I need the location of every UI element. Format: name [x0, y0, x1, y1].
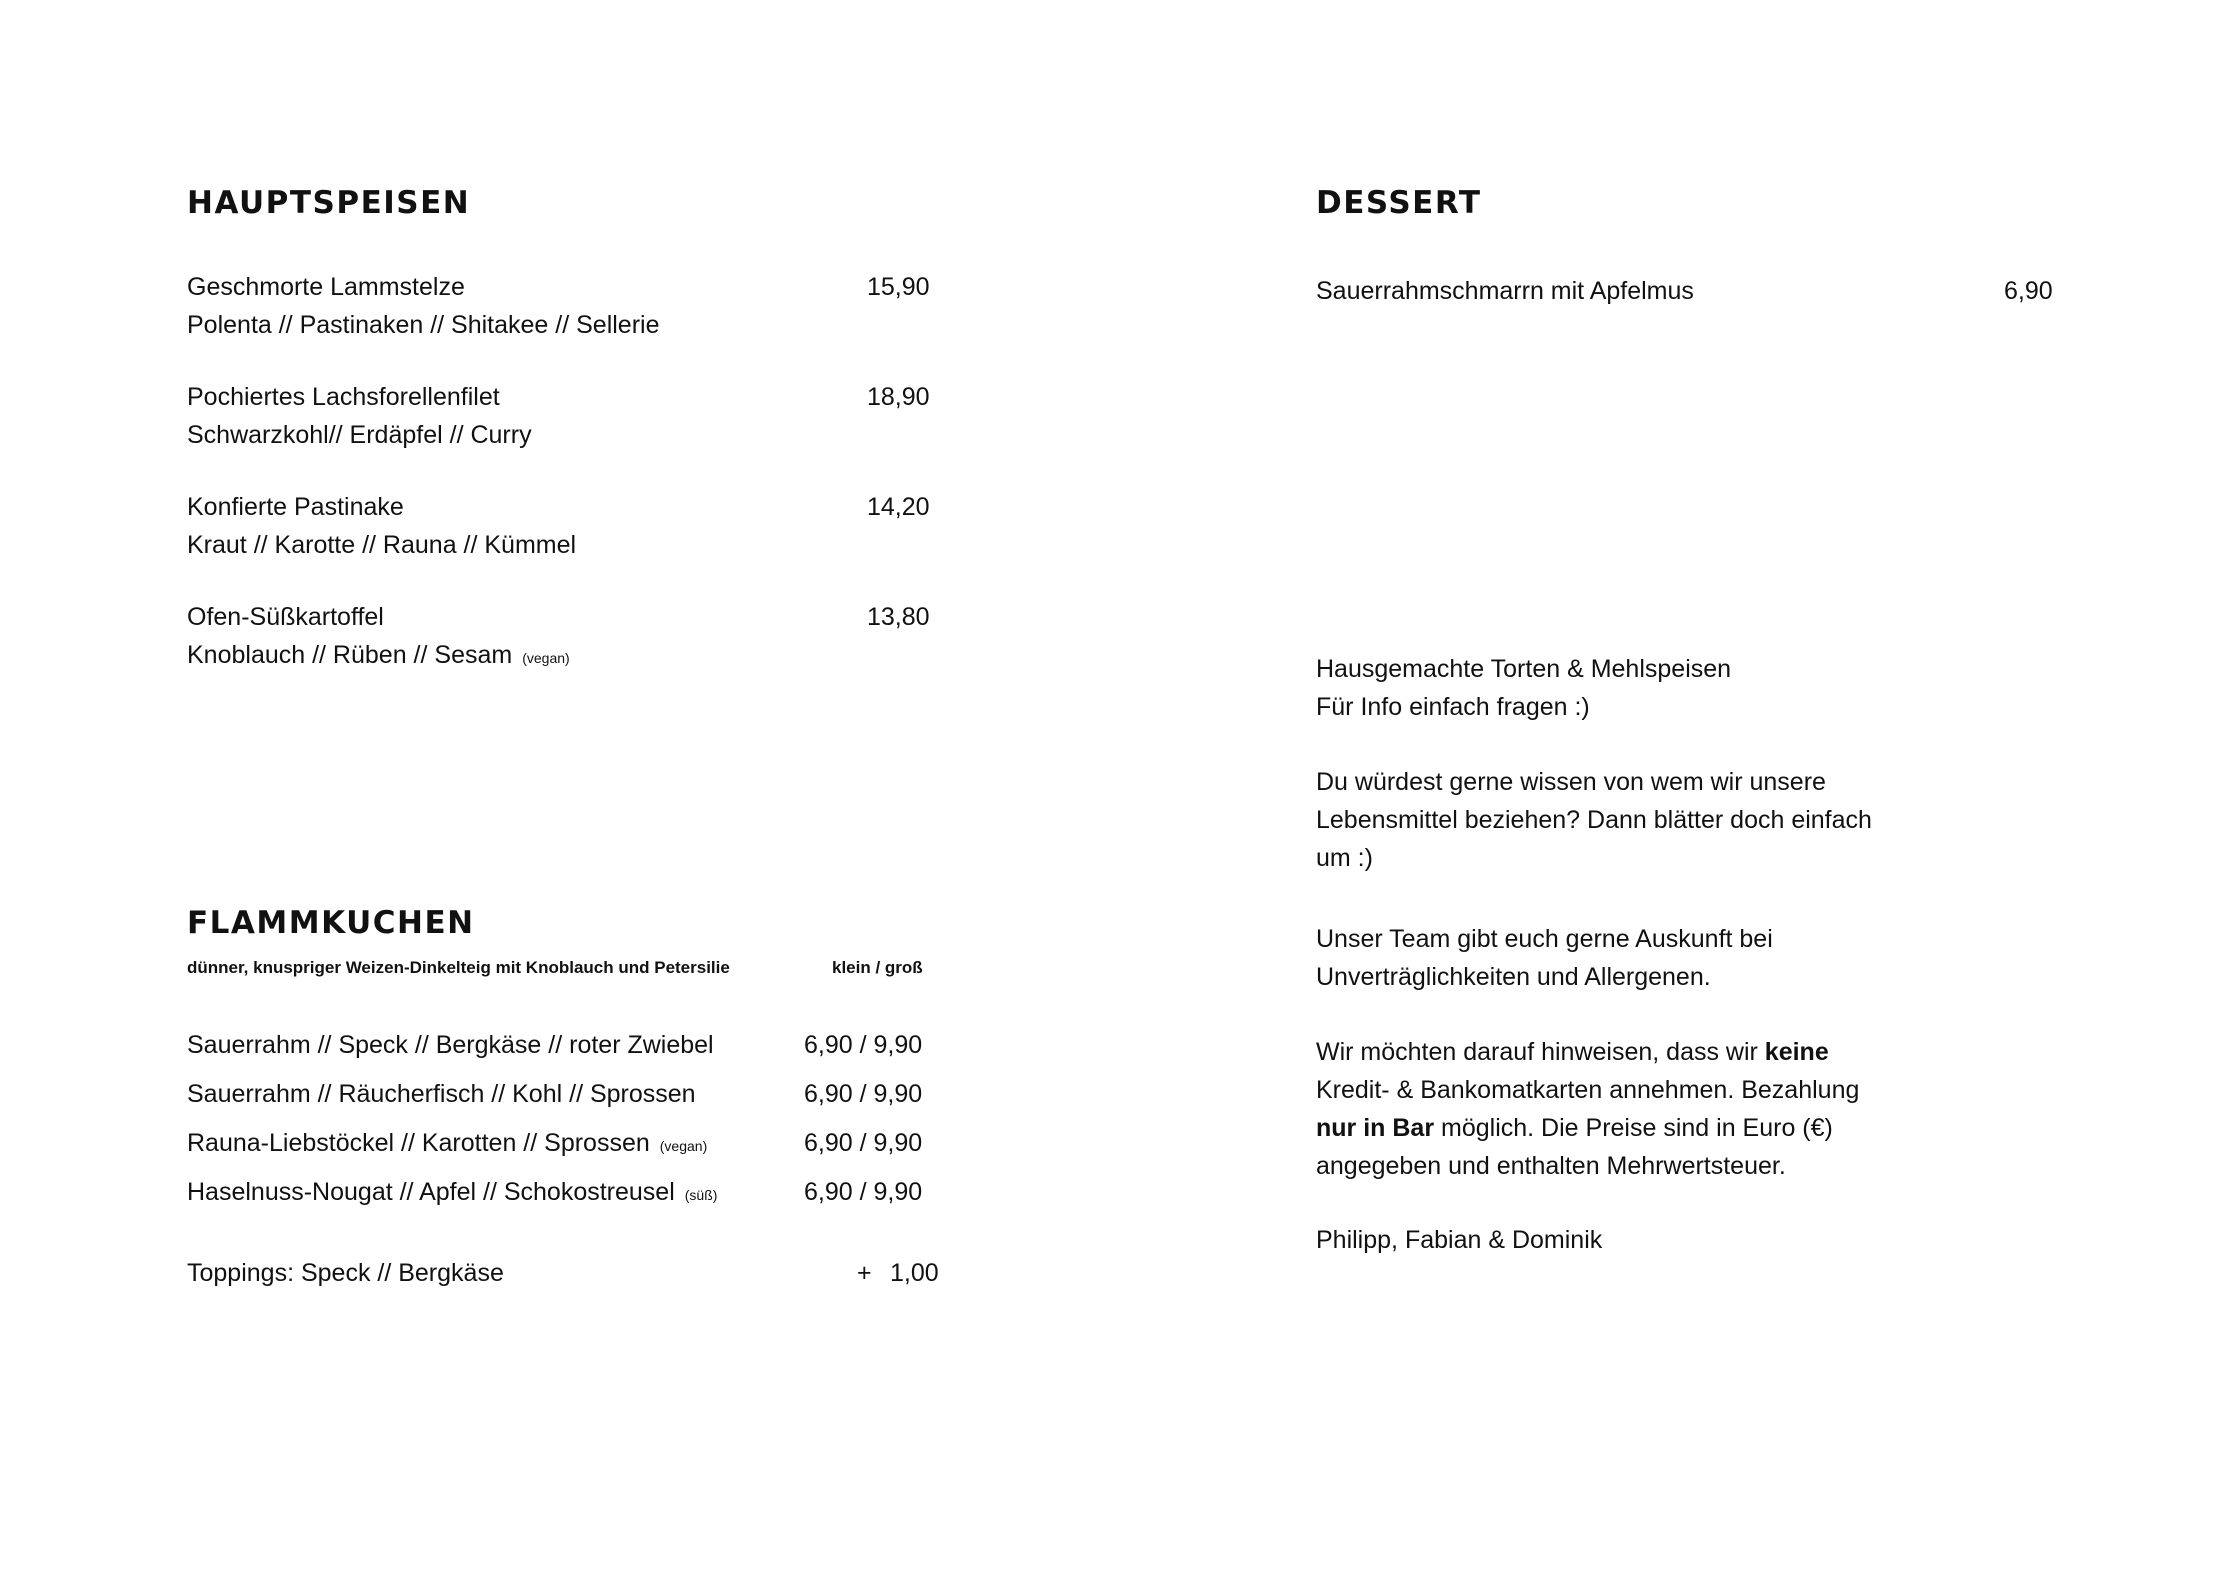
torten-line: Für Info einfach fragen :): [1316, 693, 1590, 721]
dish-item: [187, 378, 947, 454]
flammkuchen-name: Sauerrahm // Speck // Bergkäse // roter Zwiebel: [187, 1031, 714, 1059]
dish-name: Konfierte Pastinake: [187, 493, 404, 521]
vegan-note: (vegan): [659, 1138, 708, 1154]
dish-description-row: [187, 636, 947, 677]
flammkuchen-item: [187, 1173, 947, 1214]
toppings-price: 1,00: [890, 1259, 939, 1287]
toppings-row: [187, 1254, 947, 1292]
flammkuchen-name: Sauerrahm // Räucherfisch // Kohl // Sprossen: [187, 1080, 696, 1108]
sweet-note: (süß): [684, 1187, 718, 1203]
flammkuchen-price: 6,90 / 9,90: [804, 1129, 923, 1157]
dish-price: 13,80: [867, 603, 930, 631]
dish-name: Pochiertes Lachsforellenfilet: [187, 383, 500, 411]
flammkuchen-item: [187, 1026, 947, 1064]
hauptspeisen-heading: HAUPTSPEISEN: [187, 185, 471, 221]
toppings-label: Toppings: Speck // Bergkäse: [187, 1259, 504, 1287]
dessert-price: 6,90: [2004, 277, 2053, 305]
torten-line: Hausgemachte Torten & Mehlspeisen: [1316, 655, 1732, 683]
supplier-line: Du würdest gerne wissen von wem wir unsere: [1316, 768, 1826, 796]
dish-price: 14,20: [867, 493, 930, 521]
dish-name: Geschmorte Lammstelze: [187, 273, 465, 301]
supplier-line: Lebensmittel beziehen? Dann blätter doch einfach: [1316, 806, 1872, 834]
signature: Philipp, Fabian & Dominik: [1316, 1226, 1603, 1254]
dish-item: [187, 598, 947, 677]
dish-description: Kraut // Karotte // Rauna // Kümmel: [187, 531, 577, 559]
payment-line: [1316, 1109, 1859, 1147]
flammkuchen-heading: FLAMMKUCHEN: [187, 905, 475, 941]
dish-description: Knoblauch // Rüben // Sesam: [187, 641, 513, 669]
payment-line: [1316, 1033, 1859, 1071]
dish-description: Polenta // Pastinaken // Shitakee // Sellerie: [187, 311, 660, 339]
supplier-line: um :): [1316, 844, 1373, 872]
flammkuchen-name: Rauna-Liebstöckel // Karotten // Sprossen: [187, 1129, 650, 1157]
payment-info: [1316, 1033, 1859, 1185]
size-label: klein / groß: [832, 958, 923, 977]
payment-line: angegeben und enthalten Mehrwertsteuer.: [1316, 1152, 1786, 1180]
payment-text: möglich. Die Preise sind in Euro (€): [1434, 1114, 1833, 1142]
payment-emphasis: keine: [1764, 1038, 1829, 1066]
allergen-line: Unser Team gibt euch gerne Auskunft bei: [1316, 925, 1773, 953]
allergen-line: Unverträglichkeiten und Allergenen.: [1316, 963, 1711, 991]
payment-text: Wir möchten darauf hinweisen, dass wir: [1316, 1038, 1765, 1066]
dish-price: 18,90: [867, 383, 930, 411]
allergen-info: [1316, 920, 1773, 996]
flammkuchen-name: Haselnuss-Nougat // Apfel // Schokostreusel: [187, 1178, 675, 1206]
toppings-plus: +: [857, 1259, 872, 1287]
payment-emphasis: nur in Bar: [1316, 1114, 1435, 1142]
torten-info: [1316, 650, 1731, 726]
dish-price: 15,90: [867, 273, 930, 301]
dish-description: Schwarzkohl// Erdäpfel // Curry: [187, 421, 532, 449]
flammkuchen-item: [187, 1075, 947, 1113]
dessert-item: [1316, 272, 2056, 310]
payment-line: Kredit- & Bankomatkarten annehmen. Bezahlung: [1316, 1076, 1860, 1104]
flammkuchen-item: [187, 1124, 947, 1165]
flammkuchen-price: 6,90 / 9,90: [804, 1031, 923, 1059]
flammkuchen-price: 6,90 / 9,90: [804, 1080, 923, 1108]
dish-name: Ofen-Süßkartoffel: [187, 603, 384, 631]
flammkuchen-price: 6,90 / 9,90: [804, 1178, 923, 1206]
dessert-heading: DESSERT: [1316, 185, 1482, 221]
dessert-name: Sauerrahmschmarrn mit Apfelmus: [1316, 277, 1694, 305]
vegan-note: (vegan): [522, 650, 570, 666]
flammkuchen-subtitle: dünner, knuspriger Weizen-Dinkelteig mit Knoblauch und Petersilie: [187, 958, 730, 977]
supplier-info: [1316, 763, 1872, 877]
dish-item: [187, 488, 947, 564]
dish-item: [187, 268, 947, 344]
